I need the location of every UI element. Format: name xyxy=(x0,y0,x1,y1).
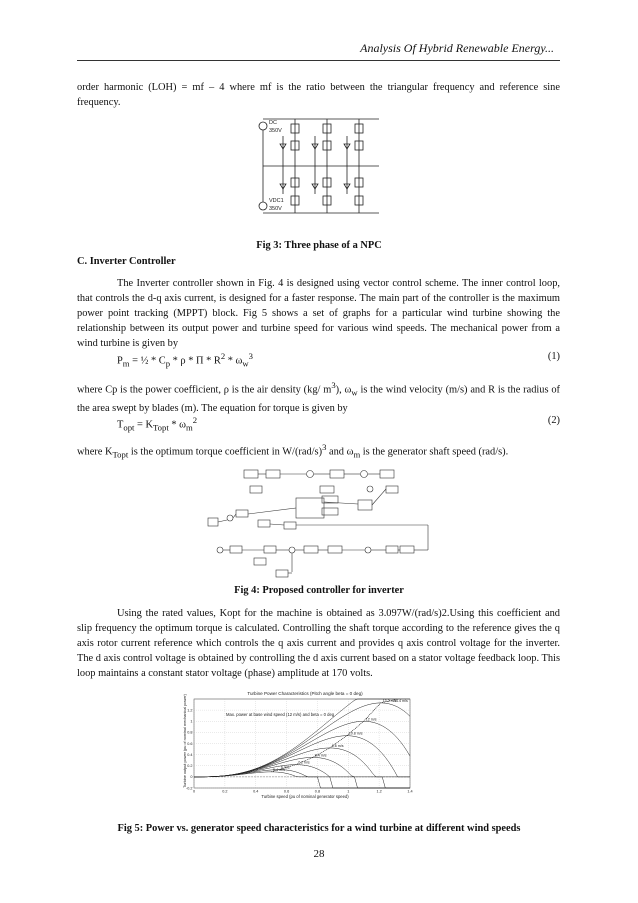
chart-series-label: 8.4 m/s xyxy=(314,753,327,758)
fig5-caption: Fig 5: Power vs. generator speed characteristics for a wind turbine at different wind speeds xyxy=(117,823,521,834)
chart-y-tick-label: 1.2 xyxy=(187,708,193,713)
inverter-controller-diagram xyxy=(200,462,438,580)
intro-paragraph: order harmonic (LOH) = mf – 4 where mf is the ratio between the triangular frequency and reference sine frequency. xyxy=(77,82,560,108)
fig3-caption: Fig 3: Three phase of a NPC xyxy=(256,240,382,251)
section-heading: C. Inverter Controller xyxy=(77,256,176,267)
chart-y-tick-label: 1 xyxy=(190,719,193,724)
chart-series-label: 12 m/s xyxy=(365,717,377,722)
chart-annotation: Max. power at base wind speed (12 m/s) and beta = 0 deg xyxy=(226,712,335,717)
vdc1-voltage-label: 350V xyxy=(269,206,282,212)
chart-series-label: 13.2 m/s xyxy=(382,699,397,703)
dc-voltage-label: 350V xyxy=(269,128,282,134)
chart-series-label: 10.8 m/s xyxy=(348,731,363,736)
fig4-caption: Fig 4: Proposed controller for inverter xyxy=(234,585,404,596)
equation-2: $T_{opt} = K_{Topt} * \omega_m^2$ (2) xyxy=(117,415,560,433)
page-number: 28 xyxy=(313,848,325,860)
chart-y-tick-label: 0 xyxy=(190,775,193,780)
torque-paragraph: where $K_{Topt}$ is the optimum torque coefficient in $W/(rad/s)^3$ and $\omega_m$ is the generator shaft speed (rad/s). xyxy=(77,442,509,460)
running-header: Analysis Of Hybrid Renewable Energy... xyxy=(360,41,554,55)
equation-1: $P_m$ = ½ * $C_p$ * ρ * Π * $R^2 * \omega_w^3$ (1) xyxy=(117,351,560,369)
controller-paragraph: The Inverter controller shown in Fig. 4 is designed using vector control scheme. The inner control loop, that controls the d-q axis current, is designed for a faster response. The main part of the controller is the maximum power point tracking (MPPT) block. Fig 5 shows a set of graphs for a particular wind turbine showing the relationship between its output power and turbine speed for various wind speeds. The mechanical power from a wind turbine is given by xyxy=(77,278,560,349)
vdc1-label: VDC1 xyxy=(269,198,284,204)
chart-x-tick-label: 0.8 xyxy=(314,789,321,794)
density-paragraph: where Cp is the power coefficient, ρ is the air density (kg/ $m^3$), $\omega_w$ is the wind velocity (m/s) and R is the radius of the area swept by blades (m). The equation for torque is given by xyxy=(77,380,560,414)
npc-circuit-figure xyxy=(255,116,383,218)
kopt-paragraph: Using the rated values, Kopt for the machine is obtained as 3.097W/(rad/s)2.Using this coefficient and slip frequency the optimum torque is calculated. Controlling the shaft torque according to the reference gives the q axis rotor current reference which controls the q axis current and provides q axis control voltage for the inverter. The d axis control voltage is obtained by controlling the d axis current based on a stator voltage feedback loop. This loop maintains a constant stator voltage (phase) amplitude at 170 volts. xyxy=(77,608,560,679)
equation-2-number: (2) xyxy=(547,415,560,426)
equation-1-number: (1) xyxy=(547,351,560,362)
chart-x-tick-label: 1.4 xyxy=(407,789,413,794)
chart-x-tick-label: 1.2 xyxy=(376,789,382,794)
turbine-power-chart xyxy=(180,688,424,800)
chart-series-label: 6 m/s xyxy=(280,765,290,770)
chart-x-axis-label: Turbine speed (pu of nominal generator speed) xyxy=(261,794,349,799)
chart-y-tick-label: 0.4 xyxy=(187,752,193,757)
chart-y-tick-label: 0.2 xyxy=(187,764,193,769)
chart-y-tick-label: 0.6 xyxy=(187,741,193,746)
chart-x-tick-label: 0.2 xyxy=(222,789,228,794)
chart-series-label: 5.4 m/s xyxy=(273,767,285,772)
dc-label: DC xyxy=(269,120,277,126)
chart-series-label: 7.2 m/s xyxy=(297,760,310,765)
chart-y-axis-label: Turbine output power (pu of nominal mechanical power) xyxy=(183,694,187,788)
chart-x-tick-label: 0 xyxy=(192,789,196,794)
chart-x-tick-label: 1 xyxy=(347,789,350,794)
chart-y-tick-label: 0.8 xyxy=(187,730,193,735)
chart-x-tick-label: 0.4 xyxy=(253,789,259,794)
chart-series-label: 9.6 m/s xyxy=(331,743,344,748)
chart-title: Turbine Power Characteristics (Pitch angle beta = 0 deg) xyxy=(247,691,363,696)
header-rule xyxy=(77,60,560,61)
chart-x-tick-label: 0.6 xyxy=(283,789,290,794)
chart-y-tick-label: -0.2 xyxy=(185,786,193,791)
chart-series-label: 14.4 m/s xyxy=(394,699,408,703)
